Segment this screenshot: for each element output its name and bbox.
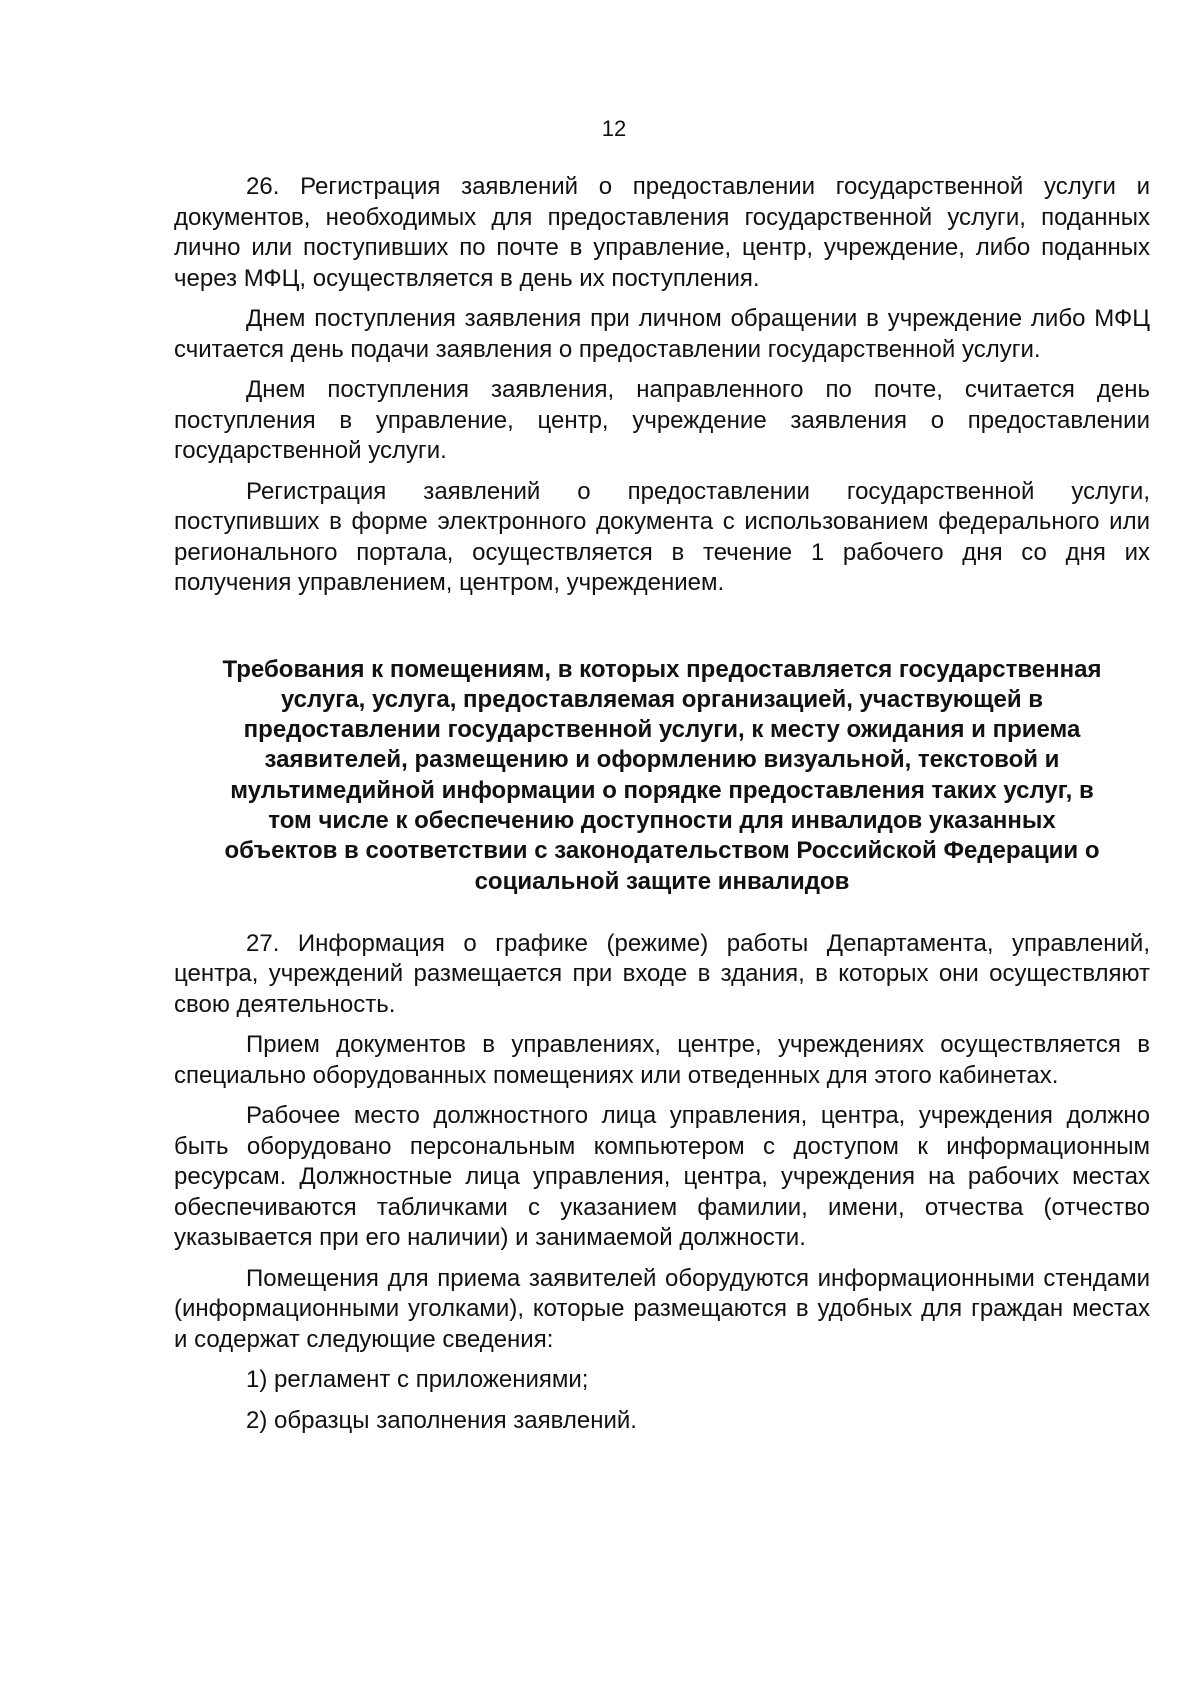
paragraph-postal-receipt: Днем поступления заявления, направленного по почте, считается день поступления в управление, центр, учреждение заявления о предоставлении государственной услуги. [174,376,1150,464]
paragraph-info-stands: Помещения для приема заявителей оборудуются информационными стендами (информационными уголками), которые размещаются в удобных для граждан местах и содержат следующие сведения: [174,1264,1150,1353]
paragraph-workplace: Рабочее место должностного лица управления, центра, учреждения должно быть оборудовано персональным компьютером с доступом к информационным ресурсам. Должностные лица управления, центра, учреждения на рабочих местах обеспечиваются табличками с указанием фамилии, имени, отчества (отчество указывается при его наличии) и занимаемой должности. [174,1102,1150,1252]
paragraph-document-reception: Прием документов в управлениях, центре, учреждениях осуществляется в специально оборудованных помещениях или отведенных для этого кабинетах. [174,1031,1150,1089]
list-item: 2) образцы заполнения заявлений. [246,1406,637,1434]
page-number: 12 [601,116,627,141]
document-body [174,172,1150,1446]
paragraph-26-registration: 26. Регистрация заявлений о предоставлении государственной услуги и документов, необходимых для предоставления государственной услуги, поданных лично или поступивших по почте в управление, центр, учреждение, либо поданных через МФЦ, осуществляется в день их поступления. [174,173,1150,292]
paragraph-electronic-registration: Регистрация заявлений о предоставлении государственной услуги, поступивших в форме электронного документа с использованием федерального или регионального портала, осуществляется в течение 1 рабочего дня со дня их получения управлением, центром, учреждением. [174,477,1150,596]
list-item: 1) регламент с приложениями; [246,1366,589,1394]
section-heading: Требования к помещениям, в которых предоставляется государственная услуга, услуга, предоставляемая организацией, участвующей в предоставлении государственной услуги, к месту ожидания и приема заявителей, размещению и оформлению визуальной, текстовой и мультимедийной информации о порядке предоставления таких услуг, в том числе к обеспечению доступности для инвалидов указанных объектов в соответствии с законодательством Российской Федерации о социальной защите инвалидов [222,655,1102,895]
paragraph-27-schedule-info: 27. Информация о графике (режиме) работы Департамента, управлений, центра, учреждений размещается при входе в здания, в которых они осуществляют свою деятельность. [174,929,1150,1018]
paragraph-personal-visit: Днем поступления заявления при личном обращении в учреждение либо МФЦ считается день подачи заявления о предоставлении государственной услуги. [174,305,1150,363]
